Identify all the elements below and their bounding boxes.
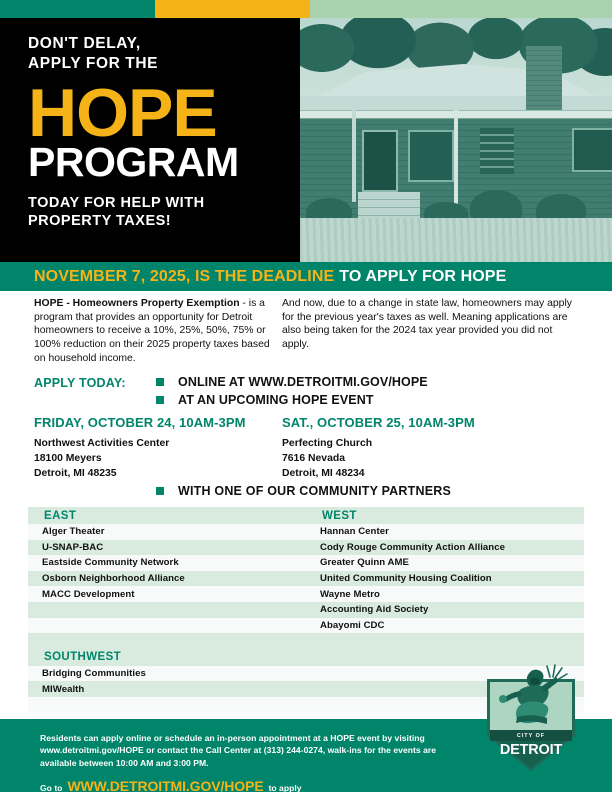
partner-east-4: Osborn Neighborhood Alliance: [42, 573, 185, 585]
table-row: [28, 524, 584, 540]
hero-title-block: [0, 18, 300, 262]
deadline-banner: [0, 262, 612, 291]
footer-cta-url[interactable]: WWW.DETROITMI.GOV/HOPE: [67, 778, 264, 792]
event-saturday: [272, 414, 572, 481]
table-spacer-row: [28, 633, 584, 649]
table-row: [28, 571, 584, 587]
logo-detroit-text: DETROIT: [499, 742, 563, 758]
hero-subtitle-line1: TODAY FOR HELP WITH: [28, 194, 205, 211]
table-row: [28, 555, 584, 571]
hope-definition-text: - is a program that provides an opportunity for Detroit homeowners to receive a 10%, 25%, 50%, 75% or 100% reduction on their 2025 property taxes based on household income.: [34, 298, 270, 364]
partner-east-2: U-SNAP-BAC: [42, 541, 104, 553]
hero-subtitle: [28, 194, 286, 231]
hero-section: [0, 18, 612, 262]
hero-eyebrow-line2: APPLY FOR THE: [28, 55, 159, 73]
partner-west-4: United Community Housing Coalition: [320, 573, 492, 585]
hero-subtitle-line2: PROPERTY TAXES!: [28, 213, 172, 230]
table-row: [28, 586, 584, 602]
logo-city-of-text: CITY OF: [516, 733, 546, 739]
footer-cta-suffix: to apply: [268, 783, 302, 792]
body-copy-left: [0, 297, 272, 366]
city-of-detroit-logo: [487, 661, 575, 771]
state-law-text: And now, due to a change in state law, homeowners may apply for the previous year's taxes as well. Meaning applications are also being taken for the 2024 tax year provided you did not apply.: [282, 298, 572, 351]
hero-title-program: PROGRAM: [28, 138, 239, 185]
square-bullet-icon: [156, 487, 164, 495]
partner-east-3: Eastside Community Network: [42, 557, 179, 569]
house-photo: [300, 18, 612, 262]
apply-today-label: APPLY TODAY:: [34, 376, 126, 390]
table-row: [28, 602, 584, 618]
footer-cta-prefix: Go to: [40, 783, 63, 792]
partner-east-1: Alger Theater: [42, 526, 105, 538]
partner-west-3: Greater Quinn AME: [320, 557, 409, 569]
table-header-east: EAST: [44, 509, 77, 522]
partner-west-2: Cody Rouge Community Action Alliance: [320, 541, 505, 553]
event-friday-citystate: Detroit, MI 48235: [34, 468, 117, 479]
deadline-highlight: NOVEMBER 7, 2025, IS THE DEADLINE: [34, 267, 335, 285]
table-row: [28, 540, 584, 556]
top-bar-segment-gold: [155, 0, 310, 18]
event-saturday-street: 7616 Nevada: [282, 452, 345, 464]
partners-header: [156, 484, 451, 498]
event-saturday-venue: Perfecting Church: [282, 437, 373, 449]
partner-southwest-1: Bridging Communities: [42, 668, 146, 680]
apply-option-event-label: AT AN UPCOMING HOPE EVENT: [178, 393, 374, 407]
square-bullet-icon: [156, 396, 164, 404]
spirit-of-detroit-figure-icon: [497, 661, 569, 735]
event-friday-venue: Northwest Activities Center: [34, 437, 170, 449]
footer-cta: [40, 778, 302, 792]
partner-east-5: MACC Development: [42, 588, 135, 600]
partner-southwest-2: MIWealth: [42, 683, 85, 695]
apply-today-list: [156, 375, 428, 411]
hero-eyebrow: [28, 34, 286, 74]
events-section: [0, 414, 612, 481]
apply-option-online-label: ONLINE AT WWW.DETROITMI.GOV/HOPE: [178, 375, 428, 389]
partners-header-label: WITH ONE OF OUR COMMUNITY PARTNERS: [178, 484, 451, 498]
deadline-rest: TO APPLY FOR HOPE: [339, 267, 507, 285]
partner-west-7: Abayomi CDC: [320, 619, 385, 631]
event-friday-street: 18100 Meyers: [34, 452, 102, 464]
hero-title-hope: HOPE: [28, 75, 217, 152]
partner-west-6: Accounting Aid Society: [320, 604, 429, 616]
hope-definition-term: HOPE - Homeowners Property Exemption: [34, 298, 240, 309]
apply-option-event: [156, 393, 428, 407]
event-friday: [0, 414, 272, 481]
body-copy: [0, 297, 612, 366]
hero-eyebrow-line1: DON'T DELAY,: [28, 35, 141, 52]
table-header-southwest: SOUTHWEST: [44, 651, 122, 664]
footer-paragraph: Residents can apply online or schedule an in-person appointment at a HOPE event by visiting www.detroitmi.gov/HOPE or contact the Call Center at (313) 244-0274, walk-ins for the events are available between 10:00 AM and 3:00 PM.: [40, 733, 437, 768]
top-bar-segment-teal: [0, 0, 155, 18]
photo-duotone-tint: [300, 18, 612, 262]
top-color-bar: [0, 0, 612, 18]
apply-today-section: [34, 375, 594, 411]
partner-west-5: Wayne Metro: [320, 588, 380, 600]
table-header-west: WEST: [322, 509, 357, 522]
table-header-row: [28, 507, 584, 524]
event-saturday-heading: SAT., OCTOBER 25, 10AM-3PM: [282, 415, 475, 430]
event-saturday-citystate: Detroit, MI 48234: [282, 468, 365, 479]
top-bar-segment-lightgreen: [310, 0, 612, 18]
partner-west-1: Hannan Center: [320, 526, 389, 538]
event-friday-heading: FRIDAY, OCTOBER 24, 10AM-3PM: [34, 415, 246, 430]
body-copy-right: [272, 297, 572, 366]
square-bullet-icon: [156, 378, 164, 386]
table-row: [28, 618, 584, 634]
apply-option-online: [156, 375, 428, 389]
